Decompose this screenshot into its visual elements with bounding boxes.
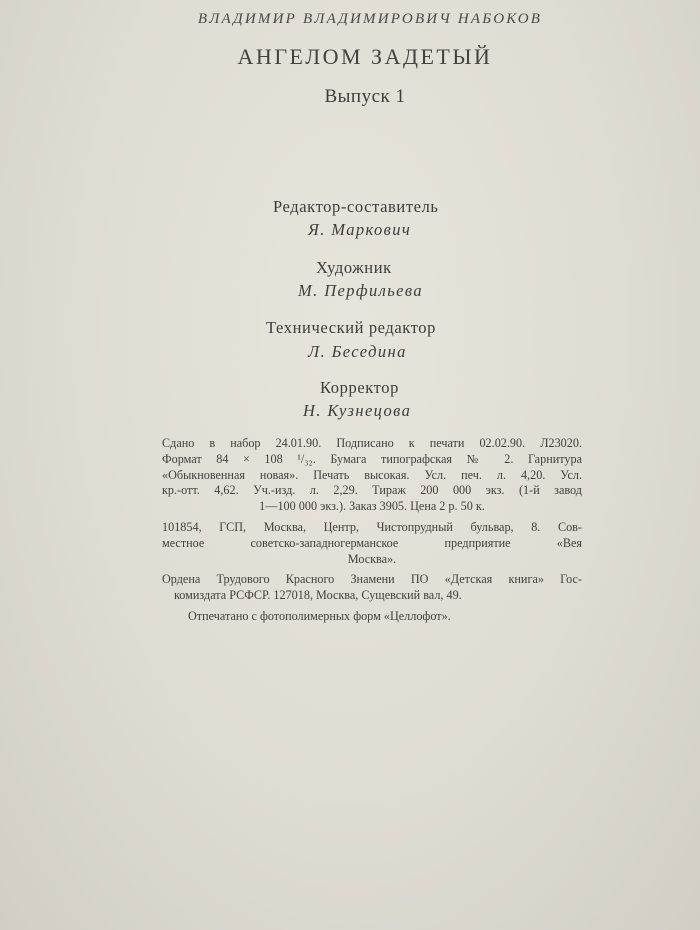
credit-role-tech-editor: Технический редактор [266, 318, 436, 337]
credit-role-editor: Редактор-составитель [273, 197, 439, 216]
author-name: ВЛАДИМИР ВЛАДИМИРОВИЧ НАБОКОВ [197, 11, 543, 27]
credit-person-editor: Я. Маркович [308, 220, 412, 239]
printer-line: комиздата РСФСР. 127018, Москва, Сущевский вал, 49. [174, 588, 462, 603]
credit-person-tech-editor: Л. Беседина [308, 342, 407, 361]
book-title: АНГЕЛОМ ЗАДЕТЫЙ [237, 44, 493, 69]
printer-line: Ордена Трудового Красного Знамени ПО «Детская книга» Гос- [162, 572, 582, 587]
imprint-line: 1—100 000 экз.). Заказ 3905. Цена 2 р. 50 к. [259, 499, 485, 514]
credit-person-proofreader: Н. Кузнецова [303, 401, 412, 420]
printed-note: Отпечатано с фотополимерных форм «Целлофот». [188, 608, 451, 623]
imprint-line: кр.-отт. 4,62. Уч.-изд. л. 2,29. Тираж 200 000 экз. (1-й завод [162, 483, 582, 498]
publisher-address-line: 101854, ГСП, Москва, Центр, Чистопрудный бульвар, 8. Сов- [162, 519, 582, 534]
credit-person-artist: М. Перфильева [298, 281, 423, 300]
publisher-address-line: местное советско-западногерманское предприятие «Вея [162, 535, 582, 550]
imprint-line: «Обыкновенная новая». Печать высокая. Усл. печ. л. 4,20. Усл. [162, 467, 582, 482]
issue-number: Выпуск 1 [324, 86, 406, 107]
credit-role-proofreader: Корректор [320, 378, 399, 397]
imprint-line: Сдано в набор 24.01.90. Подписано к печати 02.02.90. Л23020. [162, 436, 582, 450]
publisher-address-line: Москва». [347, 551, 397, 566]
imprint-block [162, 436, 582, 625]
imprint-line: Формат 84 × 108 ¹/₃₂. Бумага типографская № 2. Гарнитура [162, 451, 582, 466]
credit-role-artist: Художник [316, 258, 392, 277]
